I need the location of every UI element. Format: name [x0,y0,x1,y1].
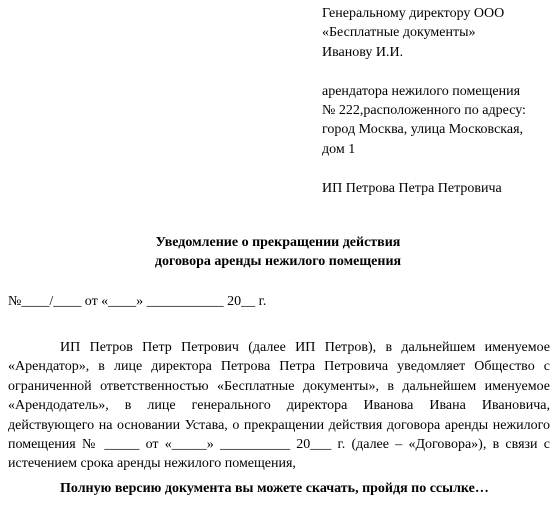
sender-line: арендатора нежилого помещения [322,83,521,99]
title-line: Уведомление о прекращении действия [155,235,401,250]
title-line: договора аренды нежилого помещения [154,254,402,270]
document-title [0,233,556,272]
header-block [322,4,554,198]
sender-line: город Москва, улица Московская, [322,122,524,138]
addressee-name: Иванову И.И. [322,44,404,60]
addressee-company: «Бесплатные документы» [322,25,476,41]
sender-name: ИП Петрова Петра Петровича [322,180,502,196]
addressee-line: Генеральному директору ООО [322,6,505,21]
sender-line: дом 1 [322,141,356,157]
sender-line: № 222,расположенного по адресу: [322,103,526,119]
download-link[interactable]: Полную версию документа вы можете скачать, пройдя по ссылке… [60,481,489,496]
body-paragraph: ИП Петров Петр Петрович (далее ИП Петров), в дальнейшем именуемое «Арендатор», в лице директора Петрова Петра Петровича уведомляет Общество с ограниченной ответственностью «Бесплатные документы», в дальнейшем именуемое «Арендодатель», в лице генерального директора Иванова Ивана Ивановича, действующего на основании Устава, о прекращении действия договора аренды нежилого помещения № _____ от «_____» __________ 20___ г. (далее – «Договора»), в связи с истечением срока аренды нежилого помещения, [8,340,550,472]
document-number-line: №____/____ от «____» ___________ 20__ г. [8,294,267,309]
body-text [8,338,550,474]
